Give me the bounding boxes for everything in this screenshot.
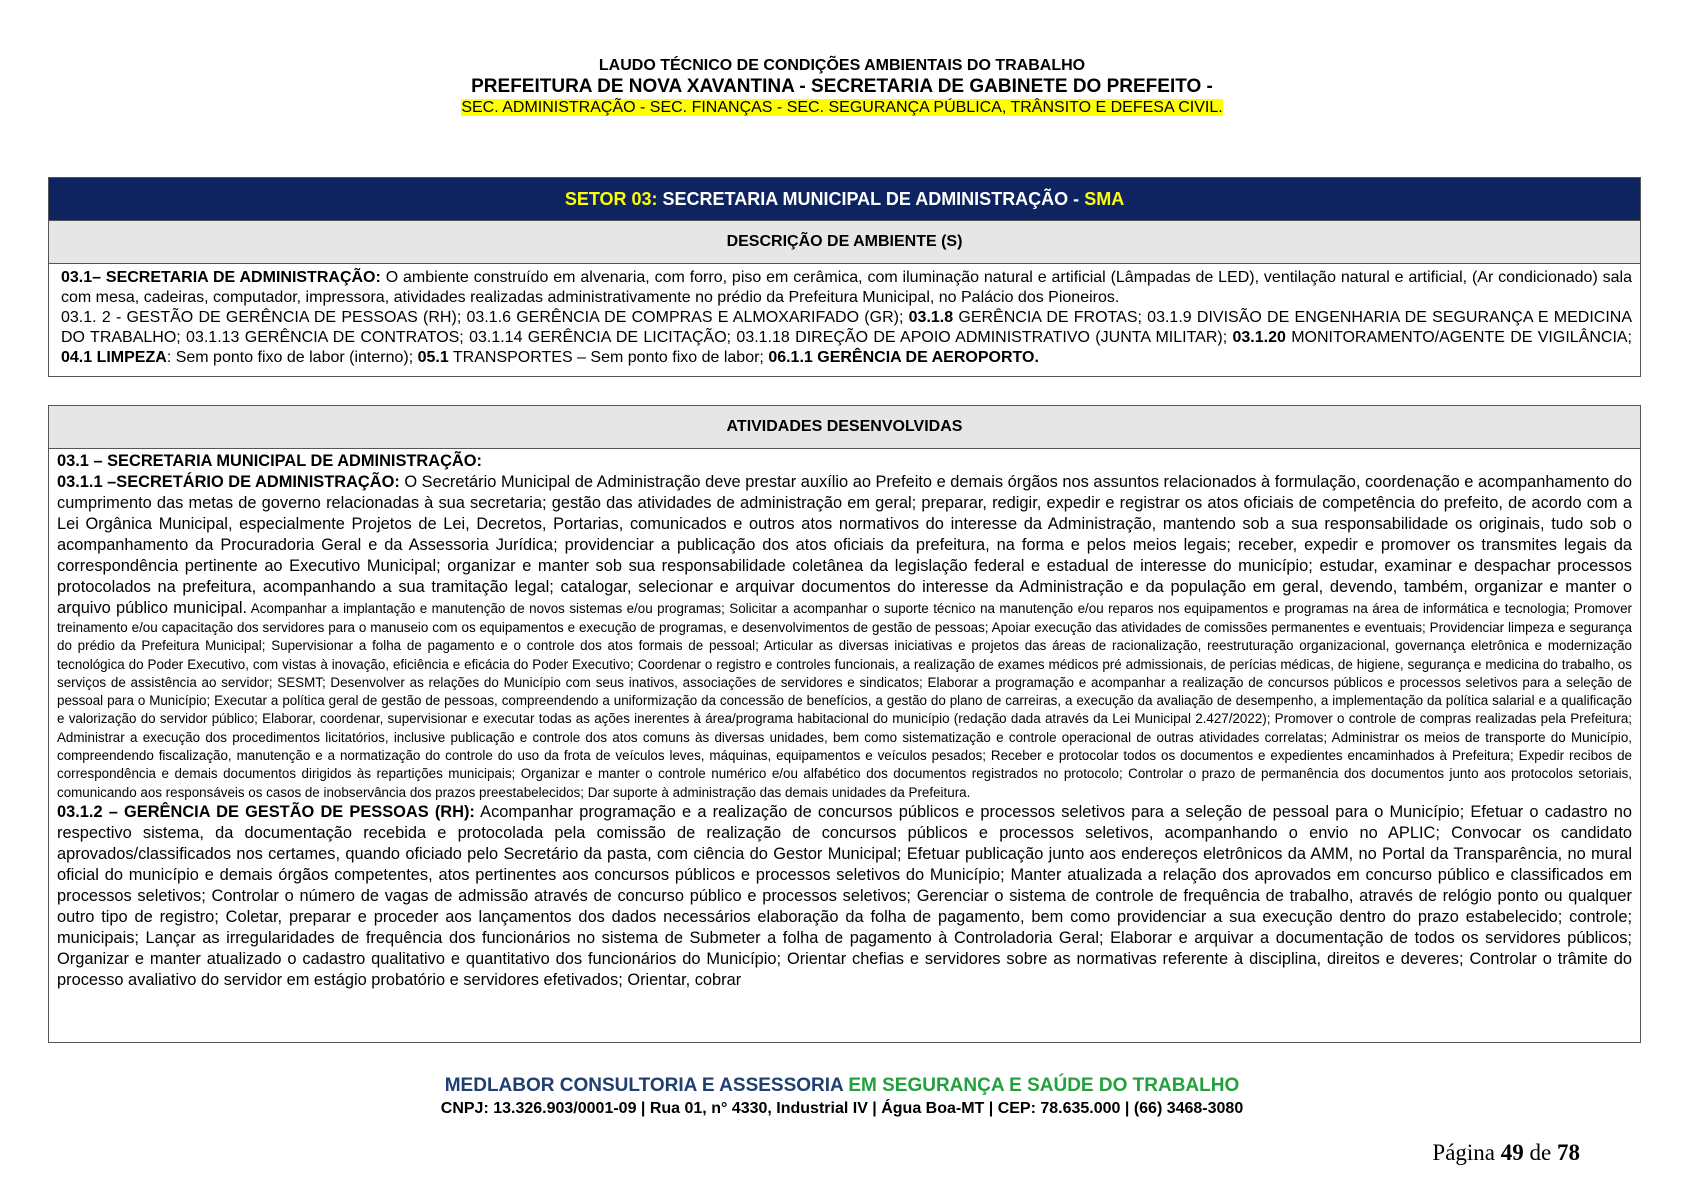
description-heading: DESCRIÇÃO DE AMBIENTE (S) xyxy=(49,221,1640,264)
company-name: MEDLABOR CONSULTORIA E ASSESSORIA xyxy=(444,1075,844,1096)
activities-body xyxy=(49,449,1640,991)
description-p2-d: 03.1.20 xyxy=(1232,329,1286,346)
environment-description-table xyxy=(48,177,1641,377)
activity-secretary xyxy=(57,472,1632,802)
page-number xyxy=(1432,1140,1580,1166)
activity-rh xyxy=(57,802,1632,991)
page-current: 49 xyxy=(1500,1140,1524,1165)
page-total: 78 xyxy=(1557,1140,1580,1165)
activity-rh-label: 03.1.2 – GERÊNCIA DE GESTÃO DE PESSOAS (RH): xyxy=(57,802,475,821)
page-of: de xyxy=(1523,1140,1557,1165)
description-p2-c: GERÊNCIA DE FROTAS; 03.1.9 DIVISÃO DE ENGENHARIA DE SEGURANÇA E MEDICINA DO TRABALHO; 03.1.13 GERÊNCIA DE CONTRATOS; 03.1.14 GERÊNCIA DE LICITAÇÃO; 03.1.18 DIREÇÃO DE APOIO ADMINISTRATIVO (JUNTA MILITAR); xyxy=(61,309,1632,346)
company-address: CNPJ: 13.326.903/0001-09 | Rua 01, n° 4330, Industrial IV | Água Boa-MT | CEP: 78.635.000 | (66) 3468-3080 xyxy=(440,1100,1244,1117)
activity-secretary-details: Acompanhar a implantação e manutenção de novos sistemas e/ou programas; Solicitar a acompanhar o suporte técnico na manutenção e/ou reparos nos equipamentos e programas na área de informática e tecnologia; Promover treinamento e/ou capacitação dos servidores para o manuseio com os equipamentos e execução de programas, e desenvolvimentos de gestão de pessoas; Apoiar execução das atividades de comissões permanentes e eventuais; Providenciar limpeza e segurança do prédio da Prefeitura Municipal; Supervisionar a folha de pagamento e o controle dos atos formais de pessoal; Articular as diversas iniciativas e projetos das áreas de racionalização, reestruturação organizacional, governança eletrônica e modernização tecnológica do Poder Executivo, com vistas à inovação, eficiência e eficácia do Poder Executivo; Coordenar o registro e controles funcionais, a realização de exames médicos pré admissionais, de perícias médicas, de higiene, segurança e medicina do trabalho, os serviços de assistência ao servidor; SESMT; Desenvolver as relações do Município com seus inativos, associações de servidores e sindicatos; Elaborar a programação e acompanhar a realização de concursos públicos e processos seletivos para a seleção de pessoal para o Município; Executar a política geral de gestão de pessoas, compreendendo a uniformização da concessão de benefícios, a gestão do plano de carreiras, a execução da avaliação de desempenho, a implementação da política salarial e a qualificação e valorização do servidor público; Elaborar, coordenar, supervisionar e executar todas as ações inerentes à área/programa habitacional do município (redação dada através da Lei Municipal 2.427/2022); Promover o controle de compras realizadas pela Prefeitura; Administrar a execução dos procedimentos licitatórios, inclusive publicação e controle dos atos comuns às diversas unidades, bem como sistematização e controle operacional de outras atividades correlatas; Administrar os meios de transporte do Município, compreendendo fiscalização, manutenção e a normatização do controle do uso da frota de veículos leves, máquinas, equipamentos e veículos pesados; Receber e protocolar todos os documentos e expedientes encaminhados à Prefeitura; Expedir recibos de correspondência e demais documentos dirigidos às repartições municipais; Organizar e manter o controle numérico e/ou alfabético dos documentos registrados no protocolo; Controlar o prazo de permanência dos documentos junto aos protocolos setoriais, comunicando aos responsáveis os casos de inobservância dos prazos preestabelecidos; Dar suporte à administração das demais unidades da Prefeitura. xyxy=(57,601,1632,800)
report-subtitle: PREFEITURA DE NOVA XAVANTINA - SECRETARIA DE GABINETE DO PREFEITO - xyxy=(471,76,1213,97)
document-footer xyxy=(0,1074,1684,1120)
description-paragraph-1 xyxy=(61,268,1632,308)
page-word: Página xyxy=(1432,1140,1501,1165)
description-p2-i: TRANSPORTES – Sem ponto fixo de labor; xyxy=(448,349,769,366)
description-p2-b: 03.1.8 xyxy=(908,309,954,326)
document-header xyxy=(0,56,1684,118)
description-paragraph-2 xyxy=(61,308,1632,368)
description-p2-e: MONITORAMENTO/AGENTE DE VIGILÂNCIA; xyxy=(1285,329,1633,346)
description-p2-a: 03.1. 2 - GESTÃO DE GERÊNCIA DE PESSOAS (RH); 03.1.6 GERÊNCIA DE COMPRAS E ALMOXARIFADO (GR); xyxy=(61,309,909,326)
report-title: LAUDO TÉCNICO DE CONDIÇÕES AMBIENTAIS DO TRABALHO xyxy=(598,57,1086,74)
activities-section-title: 03.1 – SECRETARIA MUNICIPAL DE ADMINISTRAÇÃO: xyxy=(57,452,482,470)
highlighted-departments: SEC. ADMINISTRAÇÃO - SEC. FINANÇAS - SEC. SEGURANÇA PÚBLICA, TRÂNSITO E DEFESA CIVIL. xyxy=(461,99,1223,116)
activity-secretary-text: O Secretário Municipal de Administração deve prestar auxílio ao Prefeito e demais órgãos nos assuntos relacionados à formulação, coordenação e acompanhamento do cumprimento das metas de governo relacionadas à sua secretaria; gestão das atividades de administração em geral; preparar, redigir, expedir e registrar os atos oficiais de competência do prefeito, de acordo com a Lei Orgânica Municipal, especialmente Projetos de Lei, Decretos, Portarias, comunicados e outros atos normativos do interesse da Administração, mantendo sob a sua responsabilidade os originais, tudo sob o acompanhamento da Procuradoria Geral e da Assessoria Jurídica; providenciar a publicação dos atos oficiais da prefeitura, na forma e pelos meios legais; receber, expedir e promover os transmites legais da correspondência pertinente ao Executivo Municipal; organizar e manter sob sua responsabilidade coletânea da legislação federal e estadual de interesse do município; estudar, examinar e despachar processos protocolados na prefeitura, acompanhando a sua tramitação legal; catalogar, selecionar e arquivar documentos do interesse da Administração e da população em geral, devendo, também, organizar e manter o arquivo público municipal. xyxy=(57,473,1632,617)
description-p2-g: : Sem ponto fixo de labor (interno); xyxy=(166,349,418,366)
description-p2-f: 04.1 LIMPEZA xyxy=(61,349,167,366)
description-p2-h: 05.1 xyxy=(417,349,449,366)
sector-title-bar xyxy=(49,178,1640,221)
description-body xyxy=(49,264,1640,368)
sector-name: SECRETARIA MUNICIPAL DE ADMINISTRAÇÃO - xyxy=(657,189,1085,209)
description-p2-j: 06.1.1 GERÊNCIA DE AEROPORTO. xyxy=(768,349,1039,366)
sector-prefix: SETOR 03: xyxy=(564,189,658,209)
activity-secretary-label: 03.1.1 –SECRETÁRIO DE ADMINISTRAÇÃO: xyxy=(57,473,400,491)
sector-abbr: SMA xyxy=(1084,189,1125,209)
company-tagline: EM SEGURANÇA E SAÚDE DO TRABALHO xyxy=(843,1075,1240,1096)
description-p1-label: 03.1– SECRETARIA DE ADMINISTRAÇÃO: xyxy=(61,269,381,286)
activity-rh-text: Acompanhar programação e a realização de concursos públicos e processos seletivos para a seleção de pessoal para o Município; Efetuar o cadastro no respectivo sistema, da documentação recebida e protocolada pela comissão de realização de concursos públicos e processos seletivos, acompanhando o envio no APLIC; Convocar os candidato aprovados/classificados nos certames, quando oficiado pelo Secretário da pasta, com ciência do Gestor Municipal; Efetuar publicação junto aos endereços eletrônicos da AMM, no Portal da Transparência, no mural oficial do município e demais órgãos competentes, atos pertinentes aos concursos públicos e processos seletivos do Município; Manter atualizada a relação dos aprovados em concurso público e classificados em processos seletivos; Controlar o número de vagas de admissão através de concurso público e processos seletivos; Gerenciar o sistema de controle de frequência de trabalho, através de relógio ponto ou qualquer outro tipo de registro; Coletar, preparar e proceder aos lançamentos dos dados necessários elaboração da folha de pagamento, bem como providenciar a sua execução dentro do prazo estabelecido; controle; municipais; Lançar as irregularidades de frequência dos funcionários no sistema de Submeter a folha de pagamento à Controladoria Geral; Elaborar e arquivar a documentação de todos os servidores públicos; Organizar e manter atualizado o cadastro qualitativo e quantitativo dos funcionários do Município; Orientar chefias e servidores sobre as normativas referente à disciplina, direitos e deveres; Controlar o trâmite do processo avaliativo do servidor em estágio probatório e servidores efetivados; Orientar, cobrar xyxy=(57,802,1632,989)
activities-heading: ATIVIDADES DESENVOLVIDAS xyxy=(49,406,1640,449)
description-p1-text: O ambiente construído em alvenaria, com forro, piso em cerâmica, com iluminação natural e artificial (Lâmpadas de LED), ventilação natural e artificial, (Ar condicionado) sala com mesa, cadeiras, computador, impressora, atividades realizadas administrativamente no prédio da Prefeitura Municipal, no Palácio dos Pioneiros. xyxy=(61,269,1632,306)
activities-table xyxy=(48,405,1641,1043)
